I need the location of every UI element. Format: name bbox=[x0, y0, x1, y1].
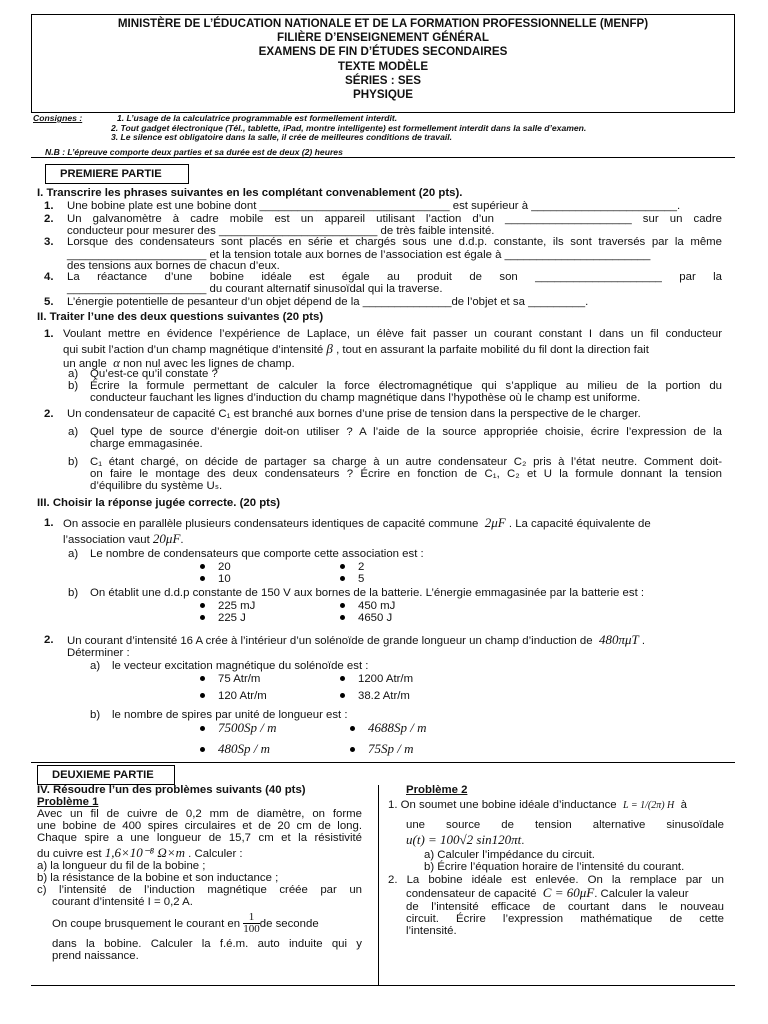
question-i-3-cont: ______________________ et la tension totale aux bornes de l’association est égale à _______________________ bbox=[67, 249, 651, 261]
fraction: $\frac{1}{100}$ bbox=[243, 911, 260, 936]
question-ii-1b-cont: conducteur fauchant les lignes d’induction du champ magnétique dans l’hypothèse où le champ est uniforme. bbox=[90, 392, 641, 404]
problem2-q2-cont: l’intensité. bbox=[406, 925, 457, 937]
choice-option[interactable]: 75 Atr/m bbox=[200, 673, 260, 686]
consigne-item: 3. Le silence est obligatoire dans la salle, il crée de meilleures conditions de travail. bbox=[111, 132, 453, 142]
question-iii-1b: On établit une d.d.p constante de 150 V aux bornes de la batterie. L’énergie emmagasinée par la batterie est : bbox=[90, 587, 645, 599]
question-number: 2. bbox=[44, 408, 54, 420]
divider bbox=[31, 985, 735, 986]
question-number: 5. bbox=[44, 296, 54, 308]
problem2-q2-cont: circuit. Écrire l’expression mathématique de cette bbox=[406, 913, 724, 925]
consignes-label: Consignes : bbox=[33, 113, 83, 123]
problem1-cut-cont: prend naissance. bbox=[52, 950, 139, 962]
choice-option[interactable]: 4650 J bbox=[340, 612, 392, 625]
problem1-text: une bobine de 400 spires circulaires et de 20 cm de long. bbox=[37, 820, 362, 832]
question-number: 2. bbox=[44, 213, 54, 225]
texte-title: TEXTE MODÈLE bbox=[337, 59, 429, 73]
question-iii-1: On associe en parallèle plusieurs condensateurs identiques de capacité commune 2μF . La capacité équivalente de bbox=[63, 515, 651, 530]
part1-title: PREMIERE PARTIE bbox=[60, 168, 162, 180]
part2-title-box bbox=[37, 765, 175, 785]
choice-option[interactable]: 75Sp / m bbox=[350, 742, 414, 755]
part1-title-box bbox=[45, 164, 189, 184]
series-title: SÉRIES : SES bbox=[344, 73, 422, 87]
question-ii-2a: Quel type de source d’énergie doit-on utiliser ? A l’aide de la source appropriée choisie, écrire l’expression de la bbox=[90, 426, 722, 438]
beta-symbol: β bbox=[326, 341, 333, 356]
choice-option[interactable]: 120 Atr/m bbox=[200, 690, 267, 703]
problem2-text: 1. On soumet une bobine idéale d’inductance L = 1/(2π) H à bbox=[388, 799, 687, 811]
choice-option[interactable]: 7500Sp / m bbox=[200, 721, 277, 734]
question-i-2-cont: conducteur pour mesurer des _________________________ de très faible intensité. bbox=[67, 225, 495, 237]
problem2-title: Problème 2 bbox=[406, 784, 468, 796]
choice-option[interactable]: 450 mJ bbox=[340, 600, 395, 613]
question-ii-2b-cont: on faire le montage des deux condensateurs ? Écrire en fonction de C₁, C₂ et U la formule donnant la tension bbox=[90, 468, 722, 480]
problem2-q2-cont: condensateur de capacité C = 60μF. Calculer la valeur bbox=[406, 885, 689, 900]
question-i-5: L’énergie potentielle de pesanteur d’un objet dépend de la ______________de l’objet et sa _________. bbox=[67, 296, 589, 308]
choice-option[interactable]: 225 J bbox=[200, 612, 246, 625]
problem2-q2: 2. La bobine idéale est enlevée. On la remplace par un bbox=[388, 874, 724, 886]
divider bbox=[31, 157, 735, 158]
alpha-symbol: α bbox=[113, 355, 120, 370]
problem1-text: Chaque spire a une longueur de 15,7 cm et la résistivité bbox=[37, 832, 362, 844]
question-iii-2a: le vecteur excitation magnétique du solénoïde est : bbox=[112, 660, 369, 672]
subject-title: PHYSIQUE bbox=[353, 88, 413, 102]
part2-title: DEUXIEME PARTIE bbox=[52, 769, 154, 781]
choice-option[interactable]: 10 bbox=[200, 573, 231, 586]
problem1-item-c-cont: courant d’intensité I = 0,2 A. bbox=[52, 896, 193, 908]
question-i-3: Lorsque des condensateurs sont placés en série et chargés sous une d.d.p. constante, ils sont traversés par la même bbox=[67, 236, 722, 248]
question-number: 1. bbox=[44, 517, 54, 529]
sub-label: b) bbox=[90, 709, 101, 721]
consigne-item: 1. L’usage de la calculatrice programmable est formellement interdit. bbox=[117, 113, 398, 123]
section-i-title: I. Transcrire les phrases suivantes en les complétant convenablement (20 pts). bbox=[37, 187, 463, 199]
question-i-4-cont: ______________________ du courant alternatif sinusoïdal qui la traverse. bbox=[67, 283, 443, 295]
question-ii-2b: C₁ étant chargé, on décide de partager sa charge à un autre condensateur C₂ pris à l’état neutre. Comment doit- bbox=[90, 456, 722, 468]
question-i-1: Une bobine plate est une bobine dont ______________________________ est supérieur à _______________________. bbox=[67, 200, 681, 212]
sub-label: b) bbox=[68, 456, 79, 468]
question-ii-1-cont: qui subit l’action d’un champ magnétique d’intensité β , tout en assurant la parfaite mobilité du fil dont la direction fait bbox=[63, 341, 649, 356]
question-ii-1-cont: un angle α non nul avec les lignes de champ. bbox=[63, 355, 295, 370]
choice-option[interactable]: 1200 Atr/m bbox=[340, 673, 413, 686]
sub-label: a) bbox=[68, 426, 79, 438]
section-iv-title: IV. Résoudre l’un des problèmes suivants (40 pts) bbox=[37, 784, 306, 796]
divider bbox=[31, 762, 735, 763]
ministry-title: MINISTÈRE DE L’ÉDUCATION NATIONALE ET DE LA FORMATION PROFESSIONNELLE (MENFP) bbox=[117, 17, 649, 30]
choice-option[interactable]: 20 bbox=[200, 561, 231, 574]
question-ii-1a: Qu’est-ce qu’il constate ? bbox=[90, 368, 218, 380]
section-iii-title: III. Choisir la réponse jugée correcte. (20 pts) bbox=[37, 497, 281, 509]
question-number: 1. bbox=[44, 200, 54, 212]
problem1-title: Problème 1 bbox=[37, 796, 99, 808]
problem1-text: Avec un fil de cuivre de 0,2 mm de diamètre, on forme bbox=[37, 808, 362, 820]
sub-label: b) bbox=[68, 587, 79, 599]
question-ii-1: Voulant mettre en évidence l’expérience de Laplace, un élève fait passer un courant constant I dans un fil conducteur bbox=[63, 328, 722, 340]
question-number: 4. bbox=[44, 271, 54, 283]
problem1-item-b: b) la résistance de la bobine et son inductance ; bbox=[37, 872, 279, 884]
choice-option[interactable]: 38.2 Atr/m bbox=[340, 690, 410, 703]
sub-label: a) bbox=[68, 368, 79, 380]
problem1-cut-cont: dans la bobine. Calculer la f.é.m. auto induite qui y bbox=[52, 938, 362, 950]
question-iii-2b: le nombre de spires par unité de longueur est : bbox=[112, 709, 348, 721]
question-iii-1-cont: l’association vaut 20μF. bbox=[63, 531, 184, 546]
question-number: 3. bbox=[44, 236, 54, 248]
column-divider bbox=[378, 785, 379, 985]
question-i-4: La réactance d’une bobine idéale est égale au produit de son ____________________ par la bbox=[67, 271, 722, 283]
exam-title: EXAMENS DE FIN D’ÉTUDES SECONDAIRES bbox=[258, 45, 508, 59]
problem1-item-c: c) l’intensité de l’induction magnétique créée par un bbox=[37, 884, 362, 896]
problem2-equation: u(t) = 100√2 sin120πt. bbox=[406, 832, 525, 847]
sub-label: b) bbox=[68, 380, 79, 392]
problem2-q2-cont: de l’intensité efficace de courtant dans le nouveau bbox=[406, 901, 724, 913]
problem2-item-b: b) Écrire l’équation horaire de l’intensité du courant. bbox=[424, 861, 685, 873]
question-ii-2a-cont: charge emmagasinée. bbox=[90, 438, 203, 450]
question-ii-2: Un condensateur de capacité C₁ est branché aux bornes d’une prise de tension dans la perspective de le charger. bbox=[67, 408, 641, 420]
filiere-title: FILIÈRE D’ENSEIGNEMENT GÉNÉRAL bbox=[277, 31, 489, 45]
exam-header bbox=[31, 14, 735, 113]
nb-note: N.B : L’épreuve comporte deux parties et sa durée est de deux (2) heures bbox=[45, 147, 343, 157]
consigne-item: 2. Tout gadget électronique (Tél., tablette, iPad, montre intelligente) est formellement interdit dans la salle d’examen. bbox=[111, 123, 587, 133]
problem1-item-a: a) la longueur du fil de la bobine ; bbox=[37, 860, 206, 872]
choice-option[interactable]: 225 mJ bbox=[200, 600, 255, 613]
question-number: 2. bbox=[44, 634, 54, 646]
choice-option[interactable]: 5 bbox=[340, 573, 364, 586]
question-iii-2-cont: Déterminer : bbox=[67, 647, 130, 659]
choice-option[interactable]: 480Sp / m bbox=[200, 742, 270, 755]
problem2-item-a: a) Calculer l’impédance du circuit. bbox=[424, 849, 595, 861]
choice-option[interactable]: 4688Sp / m bbox=[350, 721, 427, 734]
problem1-text: du cuivre est 1,6×10⁻⁸ Ω×m . Calculer : bbox=[37, 845, 243, 860]
question-iii-1a: Le nombre de condensateurs que comporte cette association est : bbox=[90, 548, 424, 560]
question-ii-2b-cont: d’équilibre du système Uₛ. bbox=[90, 480, 223, 492]
section-ii-title: II. Traiter l’une des deux questions suivantes (20 pts) bbox=[37, 311, 324, 323]
question-i-3-cont: des tensions aux bornes de chacun d’eux. bbox=[67, 260, 280, 272]
question-number: 1. bbox=[44, 328, 54, 340]
sub-label: a) bbox=[90, 660, 101, 672]
question-iii-2: Un courant d’intensité 16 A crée à l’intérieur d’un solénoïde de grande longueur un champ d’induction de 480πμT . bbox=[67, 632, 646, 647]
question-i-2: Un galvanomètre à cadre mobile est un appareil utilisant l’action d’un ____________________ sur un cadre bbox=[67, 213, 722, 225]
choice-option[interactable]: 2 bbox=[340, 561, 364, 574]
question-ii-1b: Écrire la formule permettant de calculer la force électromagnétique qui s’applique au milieu de la portion du bbox=[90, 380, 722, 392]
problem2-text: une source de tension alternative sinusoïdale bbox=[406, 819, 724, 831]
problem1-cut-text: On coupe brusquement le courant en $\frac{1}{100}de$ seconde bbox=[52, 911, 319, 936]
sub-label: a) bbox=[68, 548, 79, 560]
